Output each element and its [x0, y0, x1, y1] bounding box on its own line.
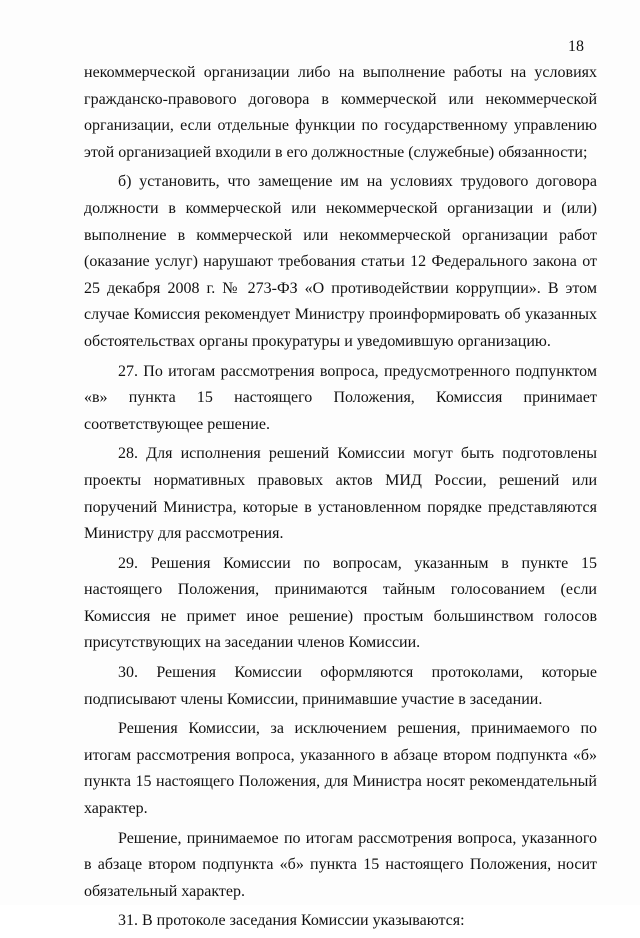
paragraph-item-29: 29. Решения Комиссии по вопросам, указанным в пункте 15 настоящего Положения, принимаются тайным голосованием (если Комиссия не примет иное решение) простым большинством голосов присутствующих на заседании членов Комиссии.	[84, 554, 597, 652]
paragraph-item-27: 27. По итогам рассмотрения вопроса, предусмотренного подпунктом «в» пункта 15 настоящего Положения, Комиссия принимает соответствующее решение.	[84, 362, 597, 433]
paragraph-recommendation: Решения Комиссии, за исключением решения, принимаемого по итогам рассмотрения вопроса, указанного в абзаце втором подпункта «б» пункта 15 настоящего Положения, для Министра носят рекомендательный характер.	[84, 720, 597, 818]
paragraph-item-30: 30. Решения Комиссии оформляются протоколами, которые подписывают члены Комиссии, принимавшие участие в заседании.	[84, 664, 597, 708]
paragraph-mandatory: Решение, принимаемое по итогам рассмотрения вопроса, указанного в абзаце втором подпункта «б» пункта 15 настоящего Положения, носит обязательный характер.	[84, 829, 597, 900]
document-body	[84, 60, 597, 938]
paragraph-item-31: 31. В протоколе заседания Комиссии указываются:	[118, 912, 465, 930]
paragraph-subitem-b: б) установить, что замещение им на условиях трудового договора должности в коммерческой или некоммерческой организации и (или) выполнение в коммерческой или некоммерческой организации работ (оказание услуг) нарушают требования статьи 12 Федерального закона от 25 декабря 2008 г. № 273-ФЗ «О противодействии коррупции». В этом случае Комиссия рекомендует Министру проинформировать об указанных обстоятельствах органы прокуратуры и уведомившую организацию.	[84, 173, 597, 350]
paragraph-continuation: некоммерческой организации либо на выполнение работы на условиях гражданско-правового договора в коммерческой или некоммерческой организации, если отдельные функции по государственному управлению этой организацией входили в его должностные (служебные) обязанности;	[84, 64, 597, 161]
paragraph-item-28: 28. Для исполнения решений Комиссии могут быть подготовлены проекты нормативных правовых актов МИД России, решений или поручений Министра, которые в установленном порядке представляются Министру для рассмотрения.	[84, 445, 597, 543]
page-number: 18	[568, 38, 584, 55]
